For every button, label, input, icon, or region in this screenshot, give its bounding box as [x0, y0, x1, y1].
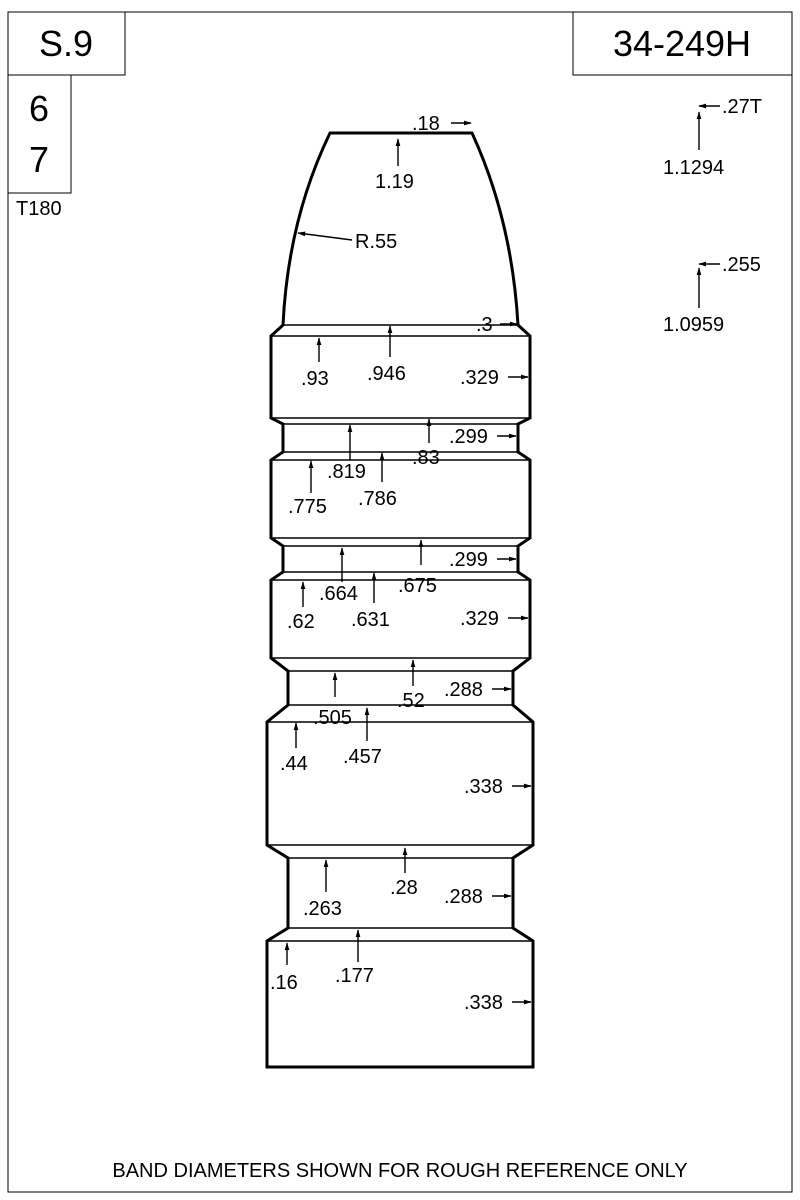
dimension-callouts: [270, 326, 531, 1014]
band4-height-b: .457: [343, 746, 382, 768]
nose-radius-dimension: R.55: [355, 231, 398, 253]
band1-height-a: .93: [301, 368, 329, 390]
groove1-diameter: .299: [449, 426, 488, 448]
part-number: 34-249H: [612, 23, 752, 64]
series-label: S.9: [38, 23, 94, 64]
bullet-outline: [267, 133, 533, 1067]
band4-diameter: .338: [464, 776, 503, 798]
groove3-height-b: .52: [397, 690, 425, 712]
nose-dimensions: [298, 113, 517, 336]
band1-diameter: .329: [460, 367, 499, 389]
band3-height-a: .62: [287, 611, 315, 633]
cavity-count-bottom: 7: [28, 139, 50, 180]
band3-diameter: .329: [460, 608, 499, 630]
mold-code: T180: [16, 198, 62, 220]
band2-height-a: .775: [288, 496, 327, 518]
groove2-diameter: .299: [449, 549, 488, 571]
band4-height-a: .44: [280, 753, 308, 775]
groove4-diameter: .288: [444, 886, 483, 908]
base-diameter: .338: [464, 992, 503, 1014]
cavity-count-top: 6: [28, 88, 50, 129]
footer-note: BAND DIAMETERS SHOWN FOR ROUGH REFERENCE ONLY: [112, 1160, 688, 1182]
groove3-diameter: .288: [444, 679, 483, 701]
groove2-height-a: .664: [319, 583, 358, 605]
side-note-2-bottom: 1.0959: [663, 314, 725, 336]
band1-height-b: .946: [367, 363, 406, 385]
side-note-2-top: .255: [722, 254, 761, 276]
meplat-height-dimension: 1.19: [375, 171, 414, 193]
groove1-height-a: .819: [327, 461, 366, 483]
groove4-height-a: .263: [303, 898, 342, 920]
groove3-height-a: .505: [313, 707, 352, 729]
groove4-height-b: .28: [390, 877, 418, 899]
band3-height-b: .631: [351, 609, 390, 631]
side-note-1-bottom: 1.1294: [663, 157, 725, 179]
groove2-height-b: .675: [398, 575, 437, 597]
meplat-dimension: .18: [412, 113, 440, 135]
band-lines: [267, 325, 533, 941]
base-height-a: .16: [270, 972, 298, 994]
side-note-1: [663, 96, 762, 179]
band2-height-b: .786: [358, 488, 397, 510]
groove1-height-b: .83: [412, 447, 440, 469]
side-note-1-top: .27T: [722, 96, 763, 118]
side-note-2: [663, 254, 761, 336]
nose-start-diameter: .3: [476, 314, 493, 336]
base-height-b: .177: [335, 965, 374, 987]
